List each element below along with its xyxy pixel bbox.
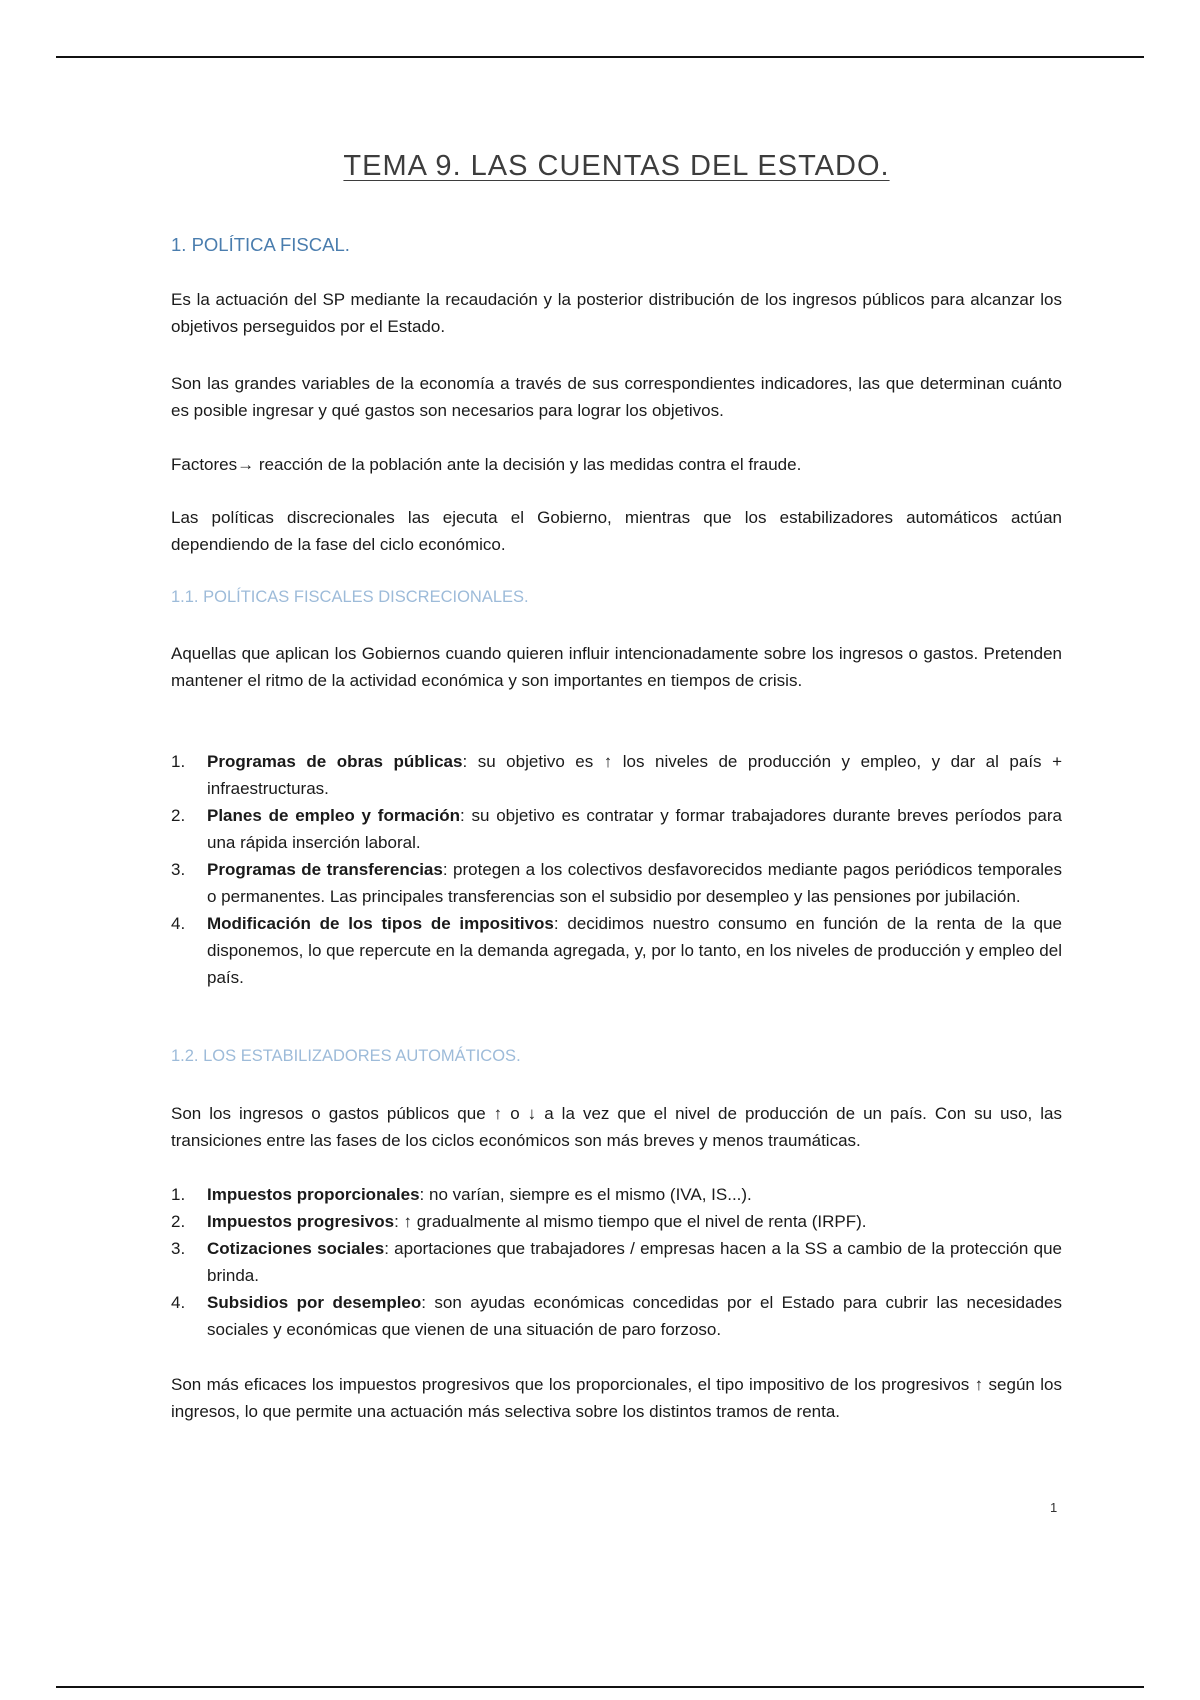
page-number: 1 <box>1050 1500 1058 1515</box>
top-rule <box>56 56 1144 58</box>
paragraph-closing: Son más eficaces los impuestos progresivos que los proporcionales, el tipo impositivo de los progresivos ↑ según los ingresos, lo que permite una actuación más selectiva sobre los distintos tramos de renta. <box>171 1375 1062 1421</box>
list-item: 4. Subsidios por desempleo: son ayudas económicas concedidas por el Estado para cubrir las necesidades sociales y económicas que vienen de una situación de paro forzoso. <box>171 1293 1062 1339</box>
discrecionales-list <box>171 748 1062 991</box>
paragraph-factores: Factores→ reacción de la población ante la decisión y las medidas contra el fraude. <box>171 455 802 474</box>
paragraph-discrecionales-intro: Aquellas que aplican los Gobiernos cuando quieren influir intencionadamente sobre los ingresos o gastos. Pretenden mantener el ritmo de la actividad económica y son importantes en tiempos de crisis. <box>171 644 1062 690</box>
paragraph-definition: Es la actuación del SP mediante la recaudación y la posterior distribución de los ingresos públicos para alcanzar los objetivos perseguidos por el Estado. <box>171 290 1062 336</box>
list-item: 2. Planes de empleo y formación: su objetivo es contratar y formar trabajadores durante breves períodos para una rápida inserción laboral. <box>171 806 1062 852</box>
list-item: 2. Impuestos progresivos: ↑ gradualmente al mismo tiempo que el nivel de renta (IRPF). <box>171 1212 867 1231</box>
paragraph-variables: Son las grandes variables de la economía a través de sus correspondientes indicadores, las que determinan cuánto es posible ingresar y qué gastos son necesarios para lograr los objetivos. <box>171 374 1062 420</box>
subsection-heading-estabilizadores: 1.2. LOS ESTABILIZADORES AUTOMÁTICOS. <box>171 1047 521 1065</box>
subsection-heading-discrecionales: 1.1. POLÍTICAS FISCALES DISCRECIONALES. <box>171 588 529 606</box>
document-title: TEMA 9. LAS CUENTAS DEL ESTADO. <box>343 150 890 182</box>
paragraph-estabilizadores-intro: Son los ingresos o gastos públicos que ↑ o ↓ a la vez que el nivel de producción de un país. Con su uso, las transiciones entre las fases de los ciclos económicos son más breves y menos traumáticas. <box>171 1104 1062 1150</box>
list-item: 3. Programas de transferencias: protegen a los colectivos desfavorecidos mediante pagos periódicos temporales o permanentes. Las principales transferencias son el subsidio por desempleo y las pensiones por jubilación. <box>171 860 1062 906</box>
list-item: 3. Cotizaciones sociales: aportaciones que trabajadores / empresas hacen a la SS a cambio de la protección que brinda. <box>171 1239 1062 1285</box>
list-item: 1. Impuestos proporcionales: no varían, siempre es el mismo (IVA, IS...). <box>171 1185 752 1204</box>
estabilizadores-list <box>171 1181 1062 1343</box>
list-item: 4. Modificación de los tipos de impositivos: decidimos nuestro consumo en función de la renta de la que disponemos, lo que repercute en la demanda agregada, y, por lo tanto, en los niveles de producción y empleo del país. <box>171 914 1062 987</box>
section-heading-politica-fiscal: 1. POLÍTICA FISCAL. <box>171 234 350 255</box>
list-item: 1. Programas de obras públicas: su objetivo es ↑ los niveles de producción y empleo, y dar al país + infraestructuras. <box>171 752 1062 798</box>
paragraph-discrecionales: Las políticas discrecionales las ejecuta el Gobierno, mientras que los estabilizadores automáticos actúan dependiendo de la fase del ciclo económico. <box>171 508 1062 554</box>
bottom-rule <box>56 1686 1144 1688</box>
